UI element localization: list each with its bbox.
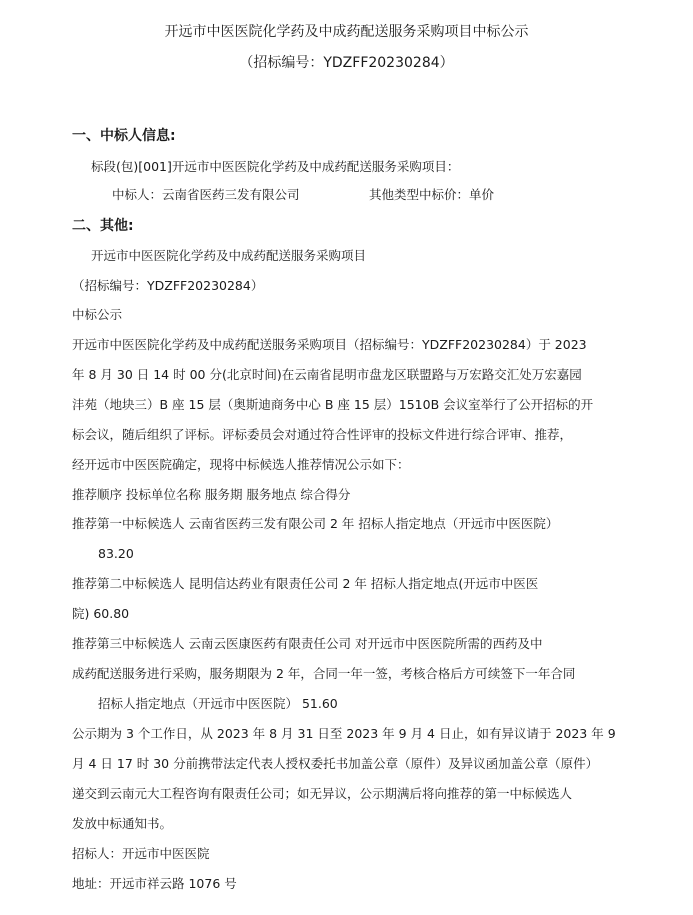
body-line: 开远市中医医院化学药及中成药配送服务采购项目 (91, 248, 367, 263)
body-line: 发放中标通知书。 (72, 816, 173, 831)
page-title: 开远市中医医院化学药及中成药配送服务采购项目中标公示 (164, 24, 529, 40)
candidate-line: 成药配送服务进行采购，服务期限为 2 年，合同一年一签，考核合格后方可续签下一年合同 (72, 666, 576, 681)
body-line: 标会议，随后组织了评标。评标委员会对通过符合性评审的投标文件进行综合评审、推荐， (72, 427, 573, 442)
section-heading-other: 二、其他: (72, 218, 134, 234)
candidate-line: 院) 60.80 (72, 606, 130, 621)
body-line: （招标编号：YDZFF20230284） (72, 278, 264, 293)
price-type-line: 其他类型中标价：单价 (369, 187, 495, 202)
candidate-line: 推荐第一中标候选人 云南省医药三发有限公司 2 年 招标人指定地点（开远市中医医院） (72, 516, 559, 531)
body-line: 递交到云南元大工程咨询有限责任公司；如无异议，公示期满后将向推荐的第一中标候选人 (72, 786, 573, 801)
tender-code: （招标编号：YDZFF20230284） (239, 55, 454, 71)
body-line: 年 8 月 30 日 14 时 00 分(北京时间)在云南省昆明市盘龙区联盟路与万宏路交汇处万宏嘉园 (72, 367, 582, 382)
body-line: 中标公示 (72, 307, 123, 322)
body-line: 开远市中医医院化学药及中成药配送服务采购项目（招标编号：YDZFF20230284）于 2023 (72, 337, 587, 352)
candidate-line: 推荐第三中标候选人 云南云医康医药有限责任公司 对开远市中医医院所需的西药及中 (72, 636, 543, 651)
candidate-score: 83.20 (98, 546, 134, 561)
body-line: 月 4 日 17 时 30 分前携带法定代表人授权委托书加盖公章（原件）及异议函加盖公章（原件） (72, 756, 599, 771)
section-heading-winner-info: 一、中标人信息: (72, 128, 176, 144)
candidate-line: 招标人指定地点（开远市中医医院） 51.60 (98, 696, 338, 711)
candidate-header-line: 推荐顺序 投标单位名称 服务期 服务地点 综合得分 (72, 487, 351, 502)
lot-line: 标段(包)[001]开远市中医医院化学药及中成药配送服务采购项目： (91, 159, 460, 174)
address-line: 地址：开远市祥云路 1076 号 (72, 876, 237, 891)
candidate-line: 推荐第二中标候选人 昆明信达药业有限责任公司 2 年 招标人指定地点(开远市中医医 (72, 576, 539, 591)
body-line: 经开远市中医医院确定，现将中标候选人推荐情况公示如下： (72, 457, 410, 472)
tenderer-line: 招标人：开远市中医医院 (72, 846, 210, 861)
winner-line: 中标人：云南省医药三发有限公司 (112, 187, 300, 202)
body-line: 公示期为 3 个工作日，从 2023 年 8 月 31 日至 2023 年 9 月 4 日止，如有异议请于 2023 年 9 (72, 726, 616, 741)
body-line: 沣苑（地块三）B 座 15 层（奥斯迪商务中心 B 座 15 层）1510B 会议室举行了公开招标的开 (72, 397, 594, 412)
